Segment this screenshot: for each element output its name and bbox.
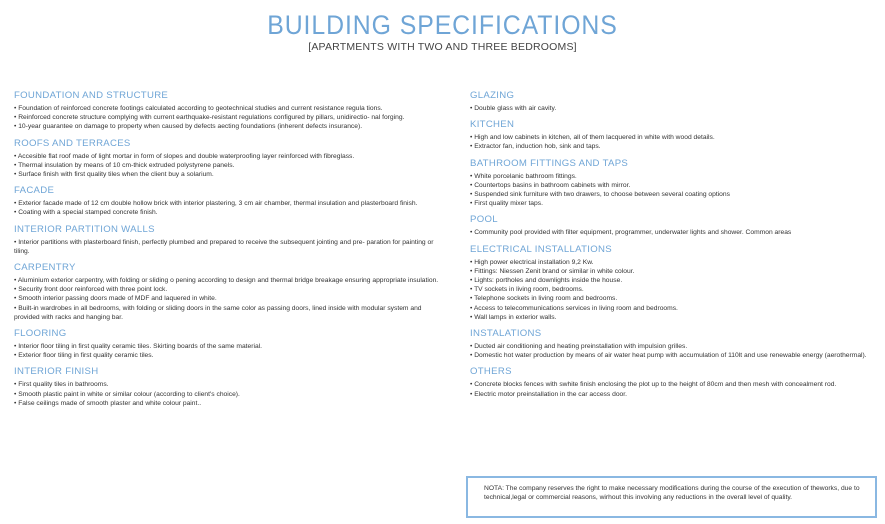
spec-item: • Wall lamps in exterior walls. — [470, 313, 875, 322]
section-heading: FACADE — [14, 185, 55, 197]
section-heading: ROOFS AND TERRACES — [14, 137, 131, 149]
section-partition-walls — [14, 224, 442, 256]
section-interior-finish — [14, 366, 442, 408]
section-heading: FLOORING — [14, 328, 67, 340]
section-heading: KITCHEN — [470, 119, 515, 131]
spec-item: • High power electrical installation 9,2 Kw. — [470, 258, 875, 267]
section-heading: ELECTRICAL INSTALLATIONS — [470, 243, 612, 255]
spec-item: • Smooth plastic paint in white or similar colour (according to client's choice). — [14, 390, 442, 399]
spec-item: • High and low cabinets in kitchen, all of them lacquered in white with wood details. — [470, 133, 875, 142]
spec-item: • Security front door reinforced with three point lock. — [14, 285, 442, 294]
section-heading: OTHERS — [470, 366, 512, 378]
spec-item: • Exterior floor tiling in first quality ceramic tiles. — [14, 351, 442, 360]
section-heading: INTERIOR FINISH — [14, 366, 99, 378]
spec-item: • Double glass with air cavity. — [470, 104, 875, 113]
section-heading: GLAZING — [470, 90, 515, 101]
section-heading: POOL — [470, 214, 498, 226]
spec-item: • Thermal insulation by means of 10 cm-thick extruded polystyrene panels. — [14, 161, 442, 170]
spec-item: • Ducted air conditioning and heating preinstallation with impulsion grilles. — [470, 342, 875, 351]
spec-item: • Suspended sink furniture with two drawers, to choose between several coating options — [470, 190, 875, 199]
section-kitchen — [470, 119, 875, 151]
spec-item: • 10-year guarantee on damage to property when caused by defects aecting foundations (inherent defects insurance). — [14, 122, 442, 131]
section-others — [470, 366, 875, 398]
section-heading: INTERIOR PARTITION WALLS — [14, 223, 155, 235]
left-column — [14, 90, 442, 414]
section-heading: CARPENTRY — [14, 262, 76, 274]
spec-item: • Fittings: Niessen Zenit brand or similar in white colour. — [470, 267, 875, 276]
spec-item: • Countertops basins in bathroom cabinets with mirror. — [470, 181, 875, 190]
spec-item: • Coating with a special stamped concrete finish. — [14, 208, 442, 217]
section-roofs — [14, 138, 442, 180]
section-heading: BATHROOM FITTINGS AND TAPS — [470, 157, 629, 169]
spec-item: • Community pool provided with filter equipment, programmer, underwater lights and shower. Common areas — [470, 228, 875, 237]
spec-item: • Access to telecommunications services in living room and bedrooms. — [470, 304, 875, 313]
spec-item: • Aluminium exterior carpentry, with folding or sliding o pening according to design and thermal bridge breakage ensuring appropriate insulation. — [14, 276, 442, 285]
spec-item: • Concrete blocks fences with swhite finish enclosing the plot up to the height of 80cm and then mesh with concealment rod. — [470, 380, 875, 389]
page-subtitle: [APARTMENTS WITH TWO AND THREE BEDROOMS] — [308, 41, 577, 53]
spec-item: • Surface finish with first quality tiles when the client buy a solarium. — [14, 170, 442, 179]
spec-item: • Interior partitions with plasterboard finish, perfectly plumbed and prepared to receive the subsequent jointing and pre- paration for painting or tiling. — [14, 238, 442, 256]
spec-item: • Extractor fan, induction hob, sink and taps. — [470, 142, 875, 151]
spec-item: • False ceilings made of smooth plaster and white colour paint.. — [14, 399, 442, 408]
spec-item: • Lights: portholes and downlights inside the house. — [470, 276, 875, 285]
page-title: BUILDING SPECIFICATIONS — [267, 10, 618, 40]
spec-item: • Exterior facade made of 12 cm double hollow brick with interior plastering, 3 cm air chamber, thermal insulation and plasterboard finish. — [14, 199, 442, 208]
section-pool — [470, 214, 875, 237]
spec-item: • Telephone sockets in living room and bedrooms. — [470, 294, 875, 303]
section-electrical — [470, 244, 875, 322]
spec-item: • TV sockets in living room, bedrooms. — [470, 285, 875, 294]
spec-item: • White porcelanic bathroom fittings. — [470, 172, 875, 181]
section-facade — [14, 185, 442, 217]
section-heading: INSTALATIONS — [470, 328, 542, 340]
spec-item: • Electric motor preinstallation in the car access door. — [470, 390, 875, 399]
spec-item: • Foundation of reinforced concrete footings calculated according to geotechnical studies and current resistance regula tions. — [14, 104, 442, 113]
spec-item: • Reinforced concrete structure complying with current earthquake-resistant regulations configured by pillars, unidirectio- nal forging. — [14, 113, 442, 122]
spec-item: • Built-in wardrobes in all bedrooms, with folding or sliding doors in the same color as passing doors, lined inside with modular system and provided with racks and hanging bar. — [14, 304, 442, 322]
spec-item: • Interior floor tiling in first quality ceramic tiles. Skirting boards of the same material. — [14, 342, 442, 351]
section-bathroom — [470, 158, 875, 209]
spec-item: • Smooth interior passing doors made of MDF and laquered in white. — [14, 294, 442, 303]
section-flooring — [14, 328, 442, 360]
spec-item: • Accesible flat roof made of light mortar in form of slopes and double waterproofing layer reinforced with fibreglass. — [14, 152, 442, 161]
section-glazing — [470, 90, 875, 113]
right-column — [470, 90, 875, 405]
spec-item: • First quality tiles in bathrooms. — [14, 380, 442, 389]
spec-item: • Domestic hot water production by means of air water heat pump with accumulation of 110lt and use renewable energy (aerothermal). — [470, 351, 875, 360]
spec-item: • First quality mixer taps. — [470, 199, 875, 208]
section-installations — [470, 328, 875, 360]
section-heading: FOUNDATION AND STRUCTURE — [14, 90, 169, 101]
nota-box: NOTA: The company reserves the right to make necessary modifications during the course of the execution of theworks, due to technical,legal or commercial reasons, wirhout this involving any reductions in the overall level of quality. — [466, 476, 877, 518]
section-carpentry — [14, 262, 442, 322]
section-foundation — [14, 90, 442, 132]
